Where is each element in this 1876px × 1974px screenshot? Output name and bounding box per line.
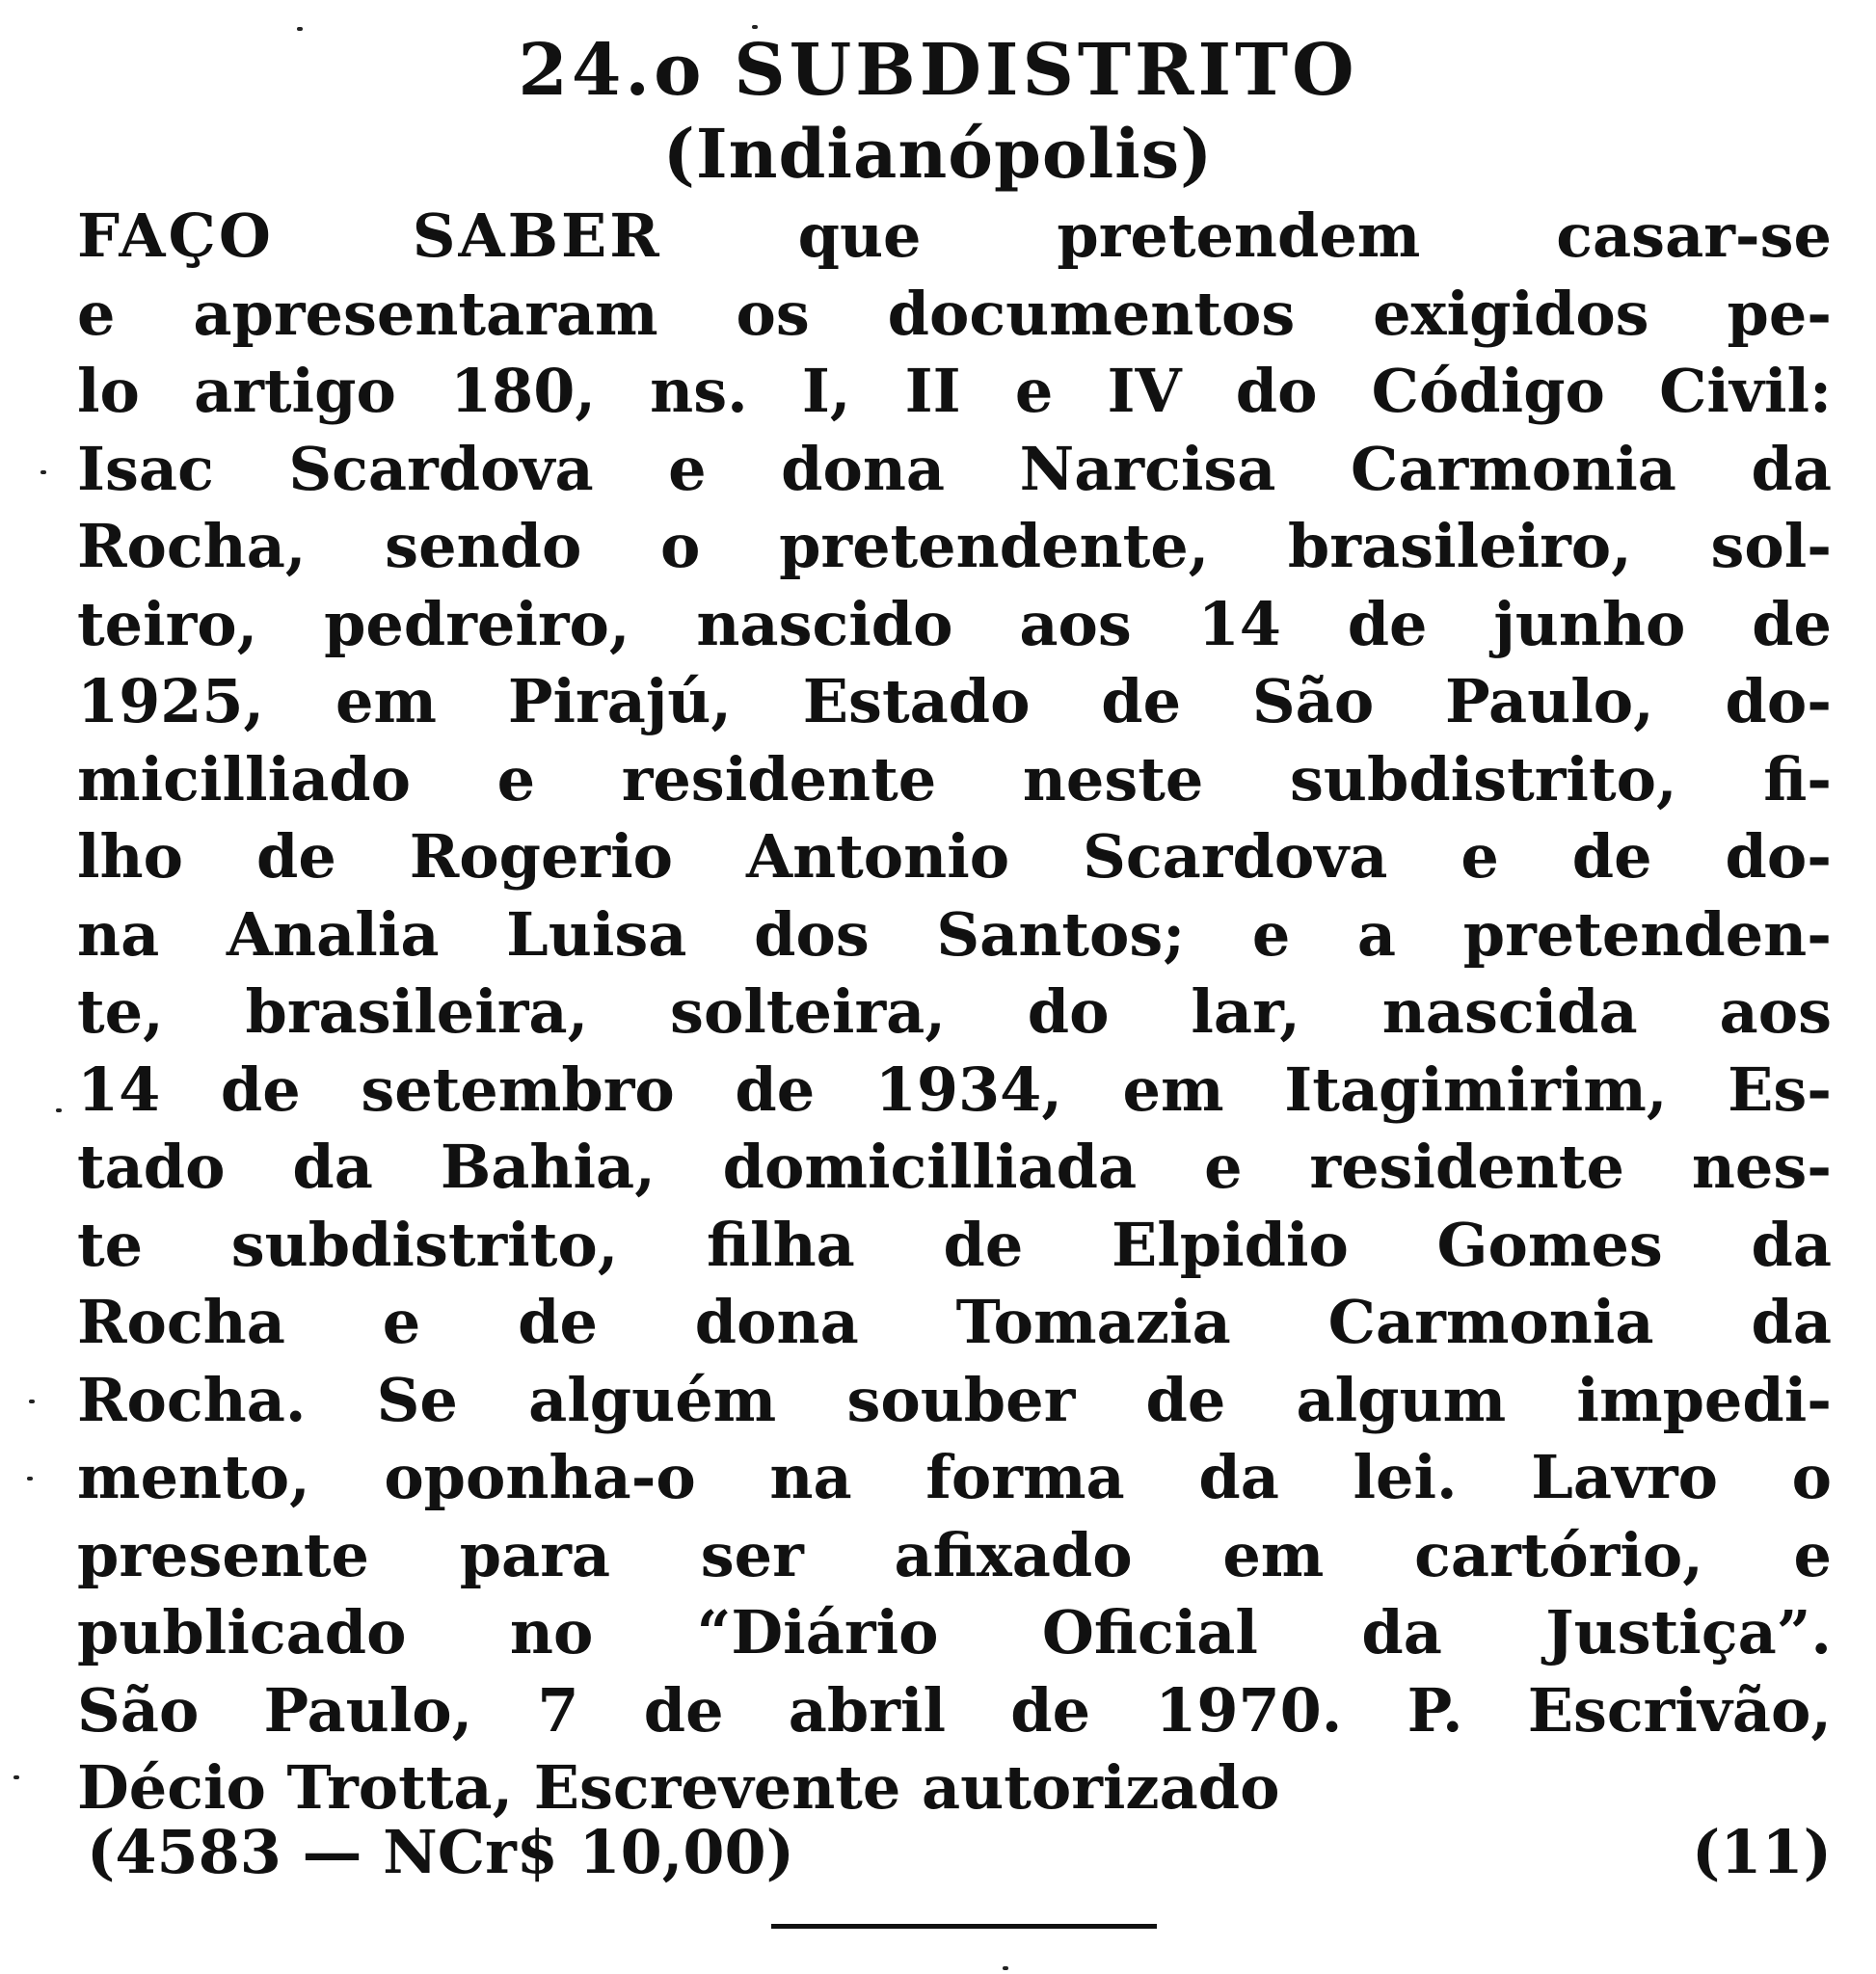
notice-line: tado da Bahia, domicilliada e residente nes-	[77, 1132, 1832, 1202]
notice-line: São Paulo, 7 de abril de 1970. P. Escrivão,	[77, 1674, 1832, 1746]
print-speck	[752, 25, 758, 29]
notice-line: te subdistrito, filha de Elpidio Gomes da	[77, 1209, 1832, 1280]
notice-line: Rocha e de dona Tomazia Carmonia da	[77, 1287, 1832, 1357]
notice-line	[77, 198, 1832, 276]
notice-line: te, brasileira, solteira, do lar, nascida aos	[77, 976, 1832, 1047]
notice-line: mento, oponha-o na forma da lei. Lavro o	[77, 1442, 1832, 1512]
notice-line: micilliado e residente neste subdistrito, fi-	[77, 743, 1832, 814]
notice-title: 24.o SUBDISTRITO	[518, 29, 1358, 112]
notice-line: Rocha. Se alguém souber de algum impedi-	[77, 1364, 1832, 1435]
notice-line: 1925, em Pirajú, Estado de São Paulo, do-	[77, 666, 1832, 736]
separator-rule	[771, 1924, 1157, 1929]
notice-line: 14 de setembro de 1934, em Itagimirim, Es-	[77, 1054, 1832, 1125]
print-speck	[1003, 1966, 1008, 1970]
notice-line: lho de Rogerio Antonio Scardova e de do-	[77, 821, 1832, 892]
notice-line: publicado no “Diário Oficial da Justiça”.	[77, 1597, 1832, 1667]
notice-body	[77, 198, 1832, 1827]
notice-line: lo artigo 180, ns. I, II e IV do Código Civil:	[77, 356, 1832, 426]
print-speck	[56, 1108, 62, 1112]
notice-insertions: (11)	[1692, 1817, 1832, 1887]
print-speck	[13, 1775, 19, 1779]
notice-lead: FAÇO SABER	[77, 200, 662, 271]
notice-reference: (4583 — NCr$ 10,00)	[87, 1817, 794, 1887]
print-speck	[40, 470, 46, 474]
notice-line: Décio Trotta, Escrevente autorizado	[77, 1752, 1280, 1823]
notice-subtitle: (Indianópolis)	[662, 114, 1214, 194]
notice-line: Rocha, sendo o pretendente, brasileiro, sol-	[77, 511, 1832, 581]
notice-line: Isac Scardova e dona Narcisa Carmonia da	[77, 433, 1832, 504]
notice-line: na Analia Luisa dos Santos; e a pretenden-	[77, 898, 1832, 970]
notice-line: teiro, pedreiro, nascido aos 14 de junho de	[77, 588, 1832, 659]
print-speck	[297, 27, 303, 31]
notice-line: e apresentaram os documentos exigidos pe-	[77, 278, 1832, 349]
print-speck	[29, 1400, 35, 1403]
print-speck	[27, 1477, 33, 1480]
notice-line-text: que pretendem casar-se	[661, 200, 1832, 271]
notice-footer	[87, 1814, 1832, 1891]
notice-line: presente para ser afixado em cartório, e	[77, 1519, 1832, 1590]
